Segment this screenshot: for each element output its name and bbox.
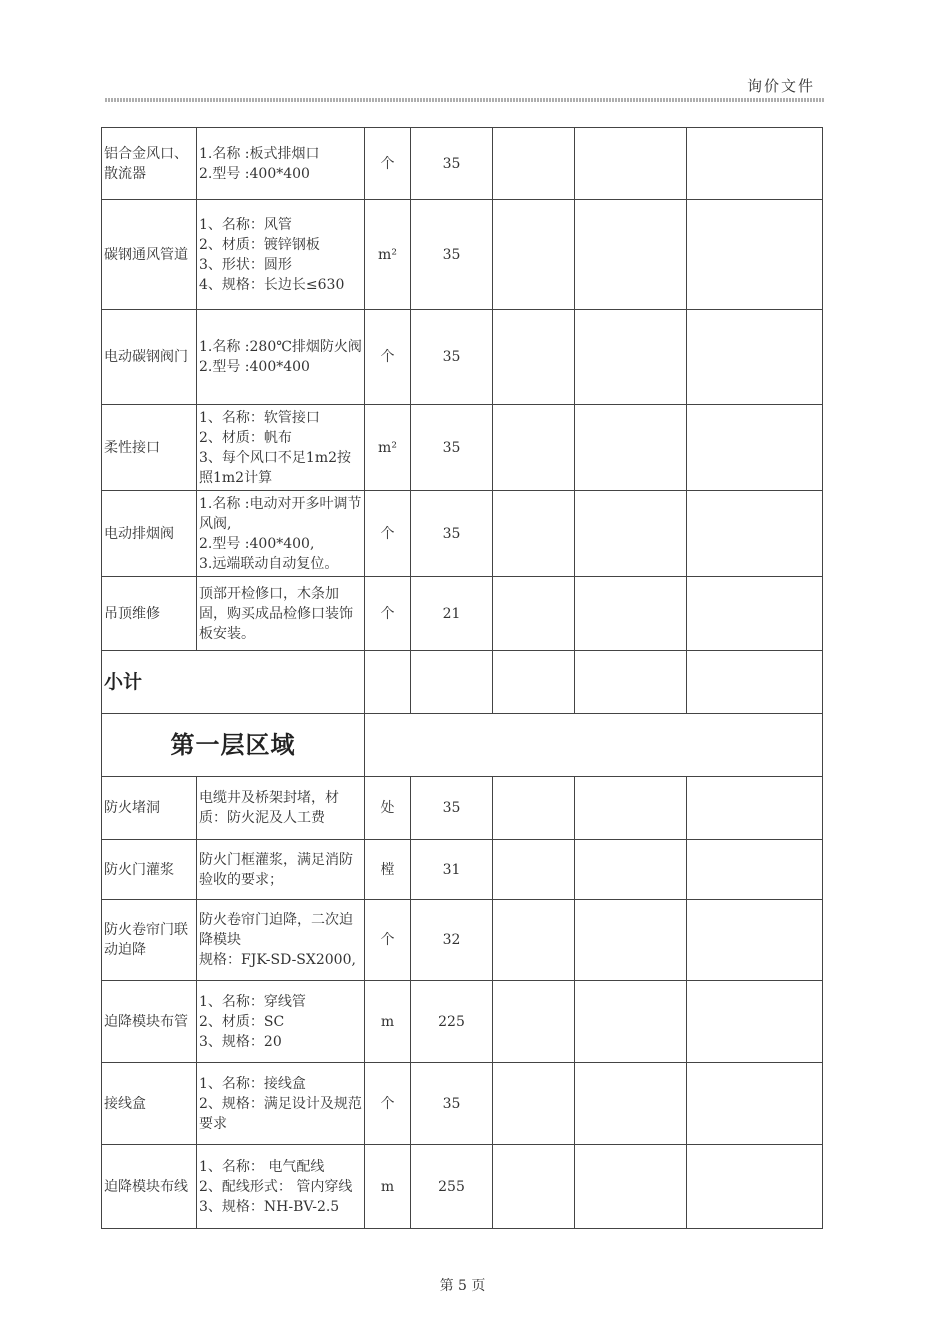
table-row bbox=[102, 900, 823, 981]
table-row bbox=[102, 200, 823, 310]
item-description-cell bbox=[197, 577, 365, 651]
item-description-cell bbox=[197, 900, 365, 981]
description-line: 防火门框灌浆，满足消防验收的要求； bbox=[199, 851, 353, 888]
table-row bbox=[102, 777, 823, 840]
empty-price-cell bbox=[493, 1063, 575, 1145]
description-line: 1、名称：接线盒 bbox=[199, 1075, 306, 1092]
item-description-cell bbox=[197, 1145, 365, 1229]
item-description-cell bbox=[197, 840, 365, 900]
description-line: 1.名称 :电动对开多叶调节风阀, bbox=[199, 495, 362, 532]
item-description-cell bbox=[197, 1063, 365, 1145]
empty-price-cell bbox=[575, 1063, 687, 1145]
unit-cell: m² bbox=[365, 200, 411, 310]
unit-cell: 处 bbox=[365, 777, 411, 840]
unit-cell: m bbox=[365, 1145, 411, 1229]
description-line: 1、名称：穿线管 bbox=[199, 993, 306, 1010]
unit-cell: 个 bbox=[365, 1063, 411, 1145]
description-line: 防火卷帘门迫降，二次迫降模块 bbox=[199, 912, 353, 948]
subtotal-label: 小计 bbox=[102, 651, 365, 714]
empty-price-cell bbox=[575, 840, 687, 900]
table-row bbox=[102, 1145, 823, 1229]
empty-price-cell bbox=[493, 840, 575, 900]
item-description-cell bbox=[197, 491, 365, 577]
item-name-cell: 防火卷帘门联动迫降 bbox=[102, 900, 197, 981]
empty-price-cell bbox=[493, 900, 575, 981]
unit-cell: 个 bbox=[365, 900, 411, 981]
table-row bbox=[102, 840, 823, 900]
document-header-title: 询价文件 bbox=[746, 77, 815, 95]
empty-price-cell bbox=[687, 128, 823, 200]
empty-price-cell bbox=[687, 840, 823, 900]
item-name-cell: 防火门灌浆 bbox=[102, 840, 197, 900]
description-line: 3、形状：圆形 bbox=[199, 256, 292, 273]
table-row bbox=[102, 405, 823, 491]
empty-price-cell bbox=[493, 491, 575, 577]
empty-price-cell bbox=[493, 981, 575, 1063]
empty-price-cell bbox=[575, 777, 687, 840]
item-name-cell: 电动碳钢阀门 bbox=[102, 310, 197, 405]
description-line: 1、名称：软管接口 bbox=[199, 409, 320, 426]
page-number: 第 5 页 bbox=[439, 1278, 486, 1294]
item-description-cell bbox=[197, 777, 365, 840]
description-line: 1.名称 :280℃排烟防火阀 bbox=[199, 339, 362, 355]
description-line: 2、规格：满足设计及规范要求 bbox=[199, 1095, 362, 1132]
unit-cell: 樘 bbox=[365, 840, 411, 900]
description-line: 1、名称：风管 bbox=[199, 216, 292, 233]
item-name-cell: 吊顶维修 bbox=[102, 577, 197, 651]
quantity-cell: 225 bbox=[411, 981, 493, 1063]
item-name-cell: 防火堵洞 bbox=[102, 777, 197, 840]
empty-price-cell bbox=[575, 405, 687, 491]
empty-price-cell bbox=[575, 900, 687, 981]
item-description-cell bbox=[197, 405, 365, 491]
empty-price-cell bbox=[575, 310, 687, 405]
quantity-cell: 35 bbox=[411, 491, 493, 577]
description-line: 3.远端联动自动复位。 bbox=[199, 555, 339, 572]
quantity-cell: 35 bbox=[411, 777, 493, 840]
description-line: 2、材质：帆布 bbox=[199, 429, 292, 446]
empty-price-cell bbox=[493, 577, 575, 651]
empty-price-cell bbox=[575, 200, 687, 310]
description-line: 3、每个风口不足1m2按照1m2计算 bbox=[199, 449, 351, 486]
empty-price-cell bbox=[493, 128, 575, 200]
table-row bbox=[102, 577, 823, 651]
table-body-bottom bbox=[102, 777, 823, 1229]
table-row bbox=[102, 128, 823, 200]
unit-cell: 个 bbox=[365, 491, 411, 577]
description-line: 规格：FJK-SD-SX2000, bbox=[199, 952, 356, 968]
table-row bbox=[102, 1063, 823, 1145]
quantity-cell: 35 bbox=[411, 128, 493, 200]
quantity-cell: 32 bbox=[411, 900, 493, 981]
empty-price-cell bbox=[687, 1063, 823, 1145]
empty-price-cell bbox=[575, 1145, 687, 1229]
subtotal-row bbox=[102, 651, 823, 714]
item-name-cell: 铝合金风口、散流器 bbox=[102, 128, 197, 200]
description-line: 2、材质：SC bbox=[199, 1013, 285, 1030]
quantity-cell: 31 bbox=[411, 840, 493, 900]
header-divider bbox=[105, 98, 825, 102]
empty-price-cell bbox=[493, 405, 575, 491]
empty-price-cell bbox=[575, 128, 687, 200]
empty-price-cell bbox=[493, 310, 575, 405]
unit-cell: 个 bbox=[365, 128, 411, 200]
item-name-cell: 接线盒 bbox=[102, 1063, 197, 1145]
quotation-table bbox=[101, 127, 823, 1229]
empty-price-cell bbox=[687, 900, 823, 981]
description-line: 2.型号 :400*400 bbox=[199, 359, 310, 375]
description-line: 1、名称： 电气配线 bbox=[199, 1158, 325, 1175]
quantity-cell: 35 bbox=[411, 1063, 493, 1145]
description-line: 4、规格：长边长≤630 bbox=[199, 276, 345, 293]
description-line: 3、规格：NH-BV-2.5 bbox=[199, 1198, 340, 1215]
unit-cell: m² bbox=[365, 405, 411, 491]
description-line: 2、配线形式： 管内穿线 bbox=[199, 1178, 353, 1195]
empty-price-cell bbox=[493, 777, 575, 840]
table-row bbox=[102, 981, 823, 1063]
description-line: 1.名称 :板式排烟口 bbox=[199, 145, 320, 162]
empty-price-cell bbox=[687, 200, 823, 310]
unit-cell: 个 bbox=[365, 577, 411, 651]
table-row bbox=[102, 491, 823, 577]
empty-price-cell bbox=[493, 1145, 575, 1229]
description-line: 2.型号 :400*400 bbox=[199, 165, 310, 182]
table-row bbox=[102, 310, 823, 405]
item-description-cell bbox=[197, 981, 365, 1063]
item-name-cell: 碳钢通风管道 bbox=[102, 200, 197, 310]
description-line: 2.型号 :400*400, bbox=[199, 535, 315, 552]
item-description-cell bbox=[197, 128, 365, 200]
description-line: 顶部开检修口，木条加固，购买成品检修口装饰板安装。 bbox=[199, 585, 353, 642]
empty-price-cell bbox=[687, 777, 823, 840]
unit-cell: m bbox=[365, 981, 411, 1063]
unit-cell: 个 bbox=[365, 310, 411, 405]
empty-price-cell bbox=[687, 1145, 823, 1229]
description-line: 3、规格：20 bbox=[199, 1033, 282, 1050]
description-line: 2、材质：镀锌钢板 bbox=[199, 236, 320, 253]
item-name-cell: 柔性接口 bbox=[102, 405, 197, 491]
item-name-cell: 迫降模块布管 bbox=[102, 981, 197, 1063]
empty-price-cell bbox=[687, 577, 823, 651]
empty-price-cell bbox=[687, 310, 823, 405]
item-description-cell bbox=[197, 200, 365, 310]
empty-price-cell bbox=[575, 981, 687, 1063]
description-line: 电缆井及桥架封堵，材质：防火泥及人工费 bbox=[199, 790, 339, 826]
empty-price-cell bbox=[687, 981, 823, 1063]
quantity-cell: 21 bbox=[411, 577, 493, 651]
quantity-cell: 255 bbox=[411, 1145, 493, 1229]
quantity-cell: 35 bbox=[411, 200, 493, 310]
empty-price-cell bbox=[687, 491, 823, 577]
item-description-cell bbox=[197, 310, 365, 405]
empty-price-cell bbox=[575, 491, 687, 577]
empty-price-cell bbox=[687, 405, 823, 491]
quantity-cell: 35 bbox=[411, 405, 493, 491]
table-body-top bbox=[102, 128, 823, 651]
empty-price-cell bbox=[493, 200, 575, 310]
item-name-cell: 迫降模块布线 bbox=[102, 1145, 197, 1229]
item-name-cell: 电动排烟阀 bbox=[102, 491, 197, 577]
empty-price-cell bbox=[575, 577, 687, 651]
section-label: 第一层区域 bbox=[102, 714, 365, 777]
section-row bbox=[102, 714, 823, 777]
quantity-cell: 35 bbox=[411, 310, 493, 405]
